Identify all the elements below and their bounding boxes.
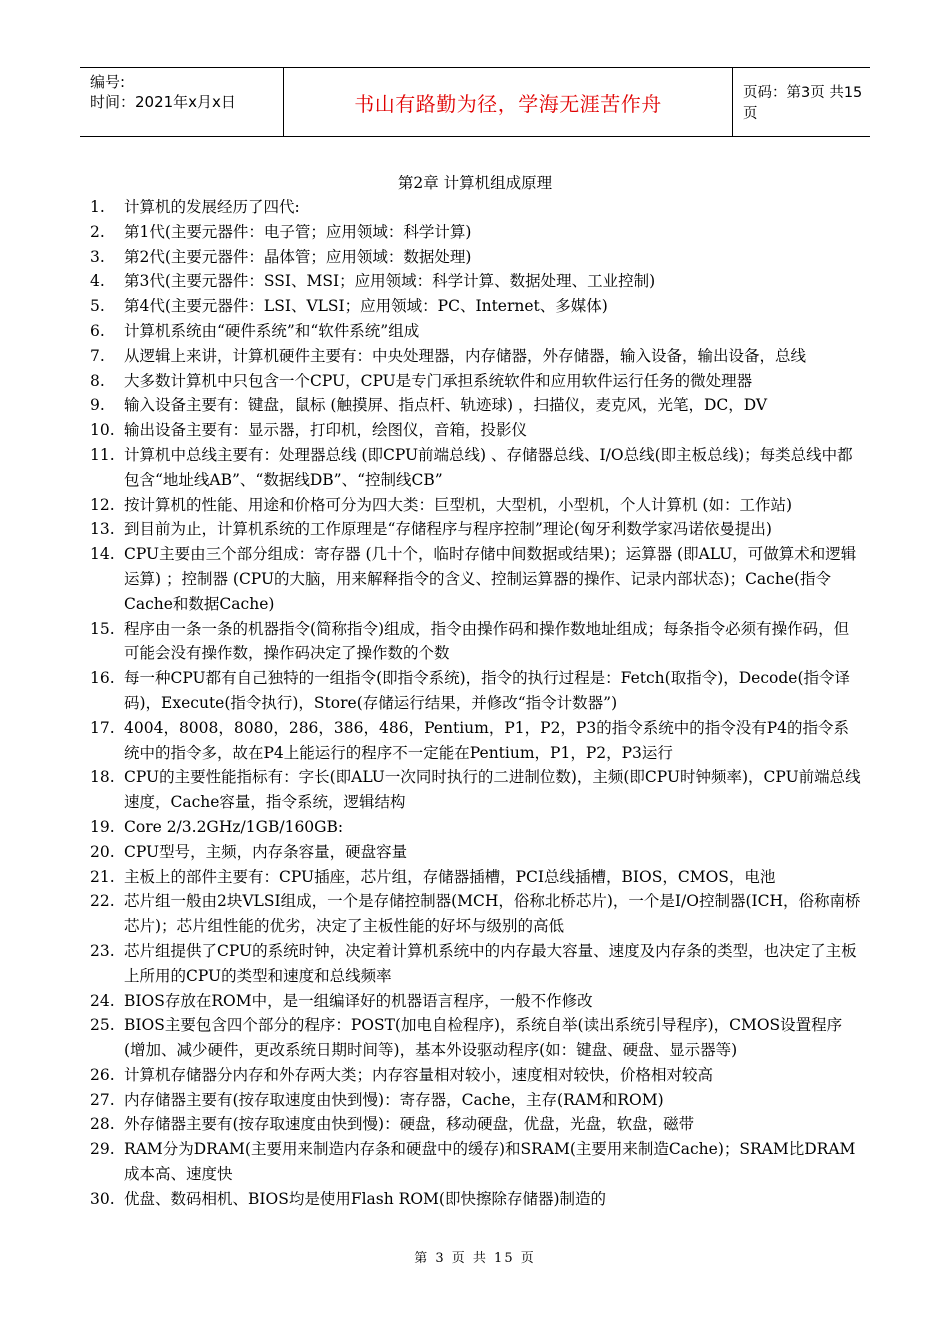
item-text: 每一种CPU都有自己独特的一组指令(即指令系统)，指令的执行过程是：Fetch(取指令)，Decode(指令译码)，Execute(指令执行)，Store(存储运行结果，并修改“指令计数器”) — [124, 669, 850, 712]
time-label: 时间：2021年x月x日 — [90, 93, 236, 111]
item-text: 从逻辑上来讲，计算机硬件主要有：中央处理器，内存储器，外存储器，输入设备，输出设备，总线 — [124, 346, 807, 365]
header-page-number: 页码：第3页 共15页 — [743, 85, 863, 122]
item-number: 12. — [90, 495, 115, 514]
item-text: 计算机存储器分内存和外存两大类；内存容量相对较小，速度相对较快，价格相对较高 — [124, 1065, 714, 1084]
item-number: 2. — [90, 222, 105, 241]
item-number: 30. — [90, 1189, 115, 1208]
item-number: 28. — [90, 1115, 115, 1134]
item-number: 21. — [90, 867, 115, 886]
list-item — [90, 517, 862, 542]
item-number: 27. — [90, 1090, 115, 1109]
chapter-title: 第2章 计算机组成原理 — [397, 174, 553, 192]
item-text: CPU型号，主频，内存条容量，硬盘容量 — [124, 842, 408, 861]
list-item — [90, 889, 862, 939]
item-text: 到目前为止，计算机系统的工作原理是“存储程序与程序控制”理论(匈牙利数学家冯诺依曼提出) — [124, 520, 772, 539]
item-number: 10. — [90, 421, 115, 440]
list-item — [90, 220, 862, 245]
item-number: 11. — [90, 445, 115, 464]
list-item — [90, 269, 862, 294]
list-item — [90, 542, 862, 616]
list-item — [90, 1137, 862, 1187]
list-item — [90, 1013, 862, 1063]
list-item — [90, 666, 862, 716]
item-text: 芯片组一般由2块VLSI组成，一个是存储控制器(MCH，俗称北桥芯片)，一个是I/O控制器(ICH，俗称南桥芯片)；芯片组性能的优劣，决定了主板性能的好坏与级别的高低 — [124, 892, 861, 936]
item-text: 外存储器主要有(按存取速度由快到慢)：硬盘，移动硬盘，优盘，光盘，软盘，磁带 — [124, 1115, 695, 1134]
header-meta — [80, 68, 283, 136]
item-text: 第3代(主要元器件：SSI、MSI；应用领域：科学计算、数据处理、工业控制) — [124, 272, 656, 291]
numbered-list — [90, 195, 862, 1212]
list-item — [90, 344, 862, 369]
item-number: 18. — [90, 768, 115, 787]
item-text: 程序由一条一条的机器指令(简称指令)组成，指令由操作码和操作数地址组成；每条指令必须有操作码，但可能会没有操作数，操作码决定了操作数的个数 — [124, 619, 850, 663]
item-number: 16. — [90, 669, 115, 688]
list-item — [90, 617, 862, 667]
code-label: 编号: — [90, 73, 126, 91]
item-number: 9. — [90, 396, 105, 415]
item-text: 4004，8008，8080，286，386，486，Pentium，P1，P2，P3的指令系统中的指令没有P4的指令系统中的指令多，故在P4上能运行的程序不一定能在Pentium，P1，P2，P3运行 — [124, 718, 850, 762]
item-text: 优盘、数码相机、BIOS均是使用Flash ROM(即快擦除存储器)制造的 — [124, 1189, 607, 1208]
item-number: 29. — [90, 1140, 115, 1159]
item-number: 23. — [90, 941, 115, 960]
item-number: 6. — [90, 321, 105, 340]
item-text: 第1代(主要元器件：电子管；应用领域：科学计算) — [124, 222, 472, 241]
item-number: 24. — [90, 991, 115, 1010]
item-text: Core 2/3.2GHz/1GB/160GB: — [124, 817, 344, 836]
list-item — [90, 195, 862, 220]
item-number: 7. — [90, 346, 105, 365]
item-text: 大多数计算机中只包含一个CPU，CPU是专门承担系统软件和应用软件运行任务的微处理器 — [124, 371, 753, 390]
list-item — [90, 418, 862, 443]
item-text: 输入设备主要有：键盘，鼠标 (触摸屏、指点杆、轨迹球) ，扫描仪，麦克风，光笔，DC，DV — [124, 396, 768, 415]
item-text: 按计算机的性能、用途和价格可分为四大类：巨型机，大型机，小型机，个人计算机 (如：工作站) — [124, 495, 793, 514]
item-text: 计算机的发展经历了四代: — [124, 198, 300, 216]
item-text: 芯片组提供了CPU的系统时钟，决定着计算机系统中的内存最大容量、速度及内存条的类型，也决定了主板上所用的CPU的类型和速度和总线频率 — [124, 941, 857, 985]
item-number: 3. — [90, 247, 105, 266]
item-text: CPU主要由三个部分组成：寄存器 (几十个，临时存储中间数据或结果)；运算器 (即ALU，可做算术和逻辑运算) ；控制器 (CPU的大脑，用来解释指令的含义、控制运算器的操作、记录内部状态)；Cache(指令Cache和数据Cache) — [124, 545, 857, 613]
item-text: 第2代(主要元器件：晶体管；应用领域：数据处理) — [124, 247, 472, 266]
item-number: 14. — [90, 545, 115, 564]
page-header — [80, 67, 870, 137]
item-number: 5. — [90, 297, 105, 316]
item-number: 15. — [90, 619, 115, 638]
item-number: 19. — [90, 817, 115, 836]
header-motto: 书山有路勤为径，学海无涯苦作舟 — [283, 68, 733, 136]
list-item — [90, 865, 862, 890]
item-text: 计算机系统由“硬件系统”和“软件系统”组成 — [124, 321, 420, 340]
list-item — [90, 443, 862, 493]
item-number: 20. — [90, 842, 115, 861]
item-text: 主板上的部件主要有：CPU插座，芯片组，存储器插槽，PCI总线插槽，BIOS，CMOS，电池 — [124, 867, 776, 886]
list-item — [90, 393, 862, 418]
list-item — [90, 1088, 862, 1113]
item-text: CPU的主要性能指标有：字长(即ALU一次同时执行的二进制位数)，主频(即CPU时钟频率)，CPU前端总线速度，Cache容量，指令系统，逻辑结构 — [124, 768, 861, 812]
item-number: 25. — [90, 1016, 115, 1035]
item-text: 计算机中总线主要有：处理器总线 (即CPU前端总线) 、存储器总线、I/O总线(即主板总线)；每类总线中都包含“地址线AB”、“数据线DB”、“控制线CB” — [124, 445, 853, 489]
item-text: BIOS存放在ROM中，是一组编译好的机器语言程序，一般不作修改 — [124, 991, 593, 1010]
item-text: 第4代(主要元器件：LSI、VLSI；应用领域：PC、Internet、多媒体) — [124, 297, 608, 316]
list-item — [90, 1187, 862, 1212]
item-number: 8. — [90, 371, 105, 390]
list-item — [90, 369, 862, 394]
item-number: 22. — [90, 892, 115, 911]
item-number: 4. — [90, 272, 105, 291]
list-item — [90, 939, 862, 989]
list-item — [90, 989, 862, 1014]
list-item — [90, 1063, 862, 1088]
list-item — [90, 245, 862, 270]
list-item — [90, 765, 862, 815]
page-footer: 第 3 页 共 15 页 — [414, 1251, 536, 1266]
item-number: 1. — [90, 198, 105, 216]
list-item — [90, 815, 862, 840]
list-item — [90, 716, 862, 766]
list-item — [90, 840, 862, 865]
list-item — [90, 493, 862, 518]
item-text: BIOS主要包含四个部分的程序：POST(加电自检程序)，系统自举(读出系统引导程序)，CMOS设置程序(增加、减少硬件，更改系统日期时间等)，基本外设驱动程序(如：键盘、硬盘、显示器等) — [124, 1016, 843, 1060]
item-number: 13. — [90, 520, 115, 539]
list-item — [90, 319, 862, 344]
list-item — [90, 1112, 862, 1137]
list-item — [90, 294, 862, 319]
item-number: 26. — [90, 1065, 115, 1084]
item-text: RAM分为DRAM(主要用来制造内存条和硬盘中的缓存)和SRAM(主要用来制造Cache)；SRAM比DRAM成本高、速度快 — [124, 1140, 856, 1184]
item-text: 内存储器主要有(按存取速度由快到慢)：寄存器，Cache，主存(RAM和ROM) — [124, 1090, 664, 1109]
item-text: 输出设备主要有：显示器，打印机，绘图仪，音箱，投影仪 — [124, 421, 528, 440]
item-number: 17. — [90, 718, 115, 737]
